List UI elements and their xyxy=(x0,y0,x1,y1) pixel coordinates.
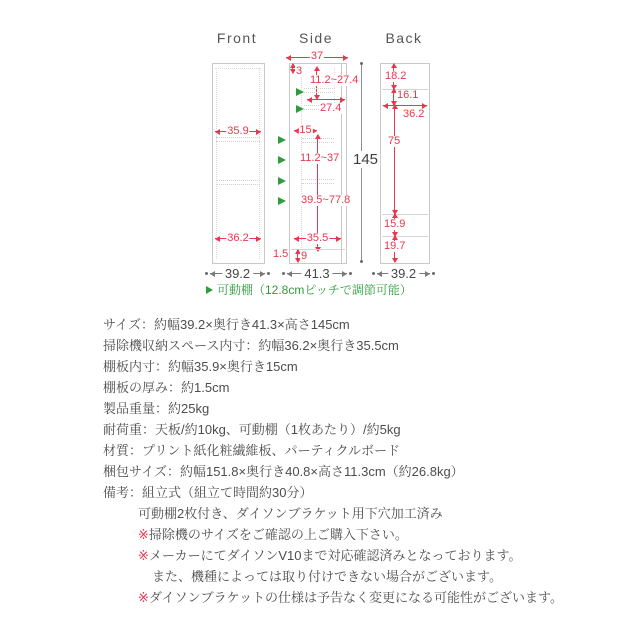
back-view-box xyxy=(380,63,430,264)
front-outer-width-dim: 39.2 xyxy=(222,267,253,280)
back-outer-width-arrow xyxy=(377,266,430,281)
back-top-section-dim: 18.2 xyxy=(385,70,407,82)
spec-material: 材質：プリント紙化粧繊維板、パーティクルボード xyxy=(103,443,401,458)
spec-package-size: 梱包サイズ：約幅151.8×奥行き40.8×高さ11.3cm（約26.8kg） xyxy=(103,464,464,479)
front-shelf-line-lower xyxy=(216,180,260,185)
caution-mark: ※ xyxy=(138,527,149,542)
side-back-gap-arrow xyxy=(292,64,293,73)
back-inner-width-dim: 36.2 xyxy=(403,108,425,120)
back-lower-section-dim: 15.9 xyxy=(384,218,406,230)
spec-note-shelves: 可動棚2枚付き、ダイソンブラケット用下穴加工済み xyxy=(138,506,443,521)
movable-shelf-legend-text: 可動棚（12.8cmピッチで調節可能） xyxy=(217,283,412,297)
side-outer-depth-dim: 41.3 xyxy=(301,267,332,280)
spec-load-capacity: 耐荷重：天板/約10kg、可動棚（1枚あたり）/約5kg xyxy=(103,422,401,437)
front-space-width-dim: 36.2 xyxy=(227,232,249,244)
side-view-box xyxy=(289,63,359,264)
spec-notes: 備考：組立式（組立て時間約30分） xyxy=(103,485,313,500)
front-space-width-arrow xyxy=(215,232,261,244)
side-top-depth-dim: 37 xyxy=(310,50,324,62)
back-bottom-section-dim: 19.7 xyxy=(384,240,406,252)
front-left-inner-line xyxy=(216,68,217,259)
side-base-height-arrow xyxy=(297,250,298,262)
side-upper-depth-arrow xyxy=(307,99,345,100)
front-shelf-line-upper xyxy=(216,137,260,142)
movable-shelf-arrow-icon xyxy=(278,136,286,144)
back-outer-width-dim: 39.2 xyxy=(388,267,419,280)
side-base-height-dim: 9 xyxy=(301,250,308,262)
spec-list xyxy=(103,314,635,608)
side-middle-range-dim: 11.2~37 xyxy=(300,152,340,164)
spec-vacuum-space: 掃除機収納スペース内寸：約幅36.2×奥行き35.5cm xyxy=(103,338,399,353)
front-view-label: Front xyxy=(216,30,258,46)
caution-mark: ※ xyxy=(138,590,149,605)
movable-shelf-arrow-icon xyxy=(206,286,213,294)
front-top-panel-line xyxy=(215,68,261,69)
back-middle-section-dim: 75 xyxy=(388,135,401,147)
side-upper-range-dim: 11.2~27.4 xyxy=(310,74,359,86)
side-view-label: Side xyxy=(298,30,334,46)
side-shelf-depth-arrow xyxy=(294,124,317,136)
front-outer-width-arrow xyxy=(210,266,265,281)
caution-mark: ※ xyxy=(138,548,149,563)
front-right-inner-line xyxy=(259,68,260,259)
spec-caution-dyson-v10-cont: また、機種によっては取り付けできない場合がございます。 xyxy=(152,569,502,584)
side-lower-range-dim: 39.5~77.8 xyxy=(301,194,351,206)
movable-shelf-arrow-icon xyxy=(278,156,286,164)
spec-shelf-inner: 棚板内寸：約幅35.9×奥行き15cm xyxy=(103,359,298,374)
side-space-depth-dim: 35.5 xyxy=(306,232,329,244)
movable-shelf-arrow-icon xyxy=(296,105,304,113)
side-space-depth-arrow xyxy=(294,232,341,244)
side-outer-depth-arrow xyxy=(287,266,347,281)
back-second-section-arrow xyxy=(393,89,394,105)
side-shelf-line-4 xyxy=(302,179,334,184)
movable-shelf-arrow-icon xyxy=(278,197,286,205)
spec-caution-vacuum-size: ※掃除機のサイズをご確認の上ご購入下さい。 xyxy=(138,527,408,542)
side-back-panel-line xyxy=(341,64,342,263)
side-top-depth-arrow xyxy=(286,50,348,62)
movable-shelf-arrow-icon xyxy=(296,88,304,96)
back-second-section-dim: 16.1 xyxy=(397,89,419,101)
front-shelf-width-arrow xyxy=(215,125,261,137)
front-view-box xyxy=(212,63,265,264)
spec-caution-dyson-v10: ※メーカーにてダイソンV10まで対応確認済みとなっております。 xyxy=(138,548,522,563)
spec-shelf-thickness: 棚板の厚み：約1.5cm xyxy=(103,380,230,395)
spec-caution-bracket: ※ダイソンブラケットの仕様は予告なく変更になる可能性がございます。 xyxy=(138,590,563,605)
movable-shelf-legend xyxy=(206,281,412,298)
side-board-thickness-dim: 1.5 xyxy=(273,248,289,260)
spec-weight: 製品重量：約25kg xyxy=(103,401,210,416)
back-divider-4 xyxy=(382,236,428,237)
back-divider-3 xyxy=(382,214,428,215)
spec-size: サイズ：約幅39.2×奥行き41.3×高さ145cm xyxy=(103,317,350,332)
total-height-dim: 145 xyxy=(353,151,379,168)
back-middle-section-arrow xyxy=(394,105,395,214)
side-shelf-line-1 xyxy=(304,88,333,93)
movable-shelf-arrow-icon xyxy=(278,177,286,185)
side-back-gap-dim: 3 xyxy=(296,65,303,77)
front-shelf-width-dim: 35.9 xyxy=(227,125,249,137)
back-inner-width-arrow xyxy=(383,105,427,106)
back-view-label: Back xyxy=(385,30,423,46)
side-upper-depth-dim: 27.4 xyxy=(320,102,342,114)
side-shelf-depth-dim: 15 xyxy=(299,124,312,136)
